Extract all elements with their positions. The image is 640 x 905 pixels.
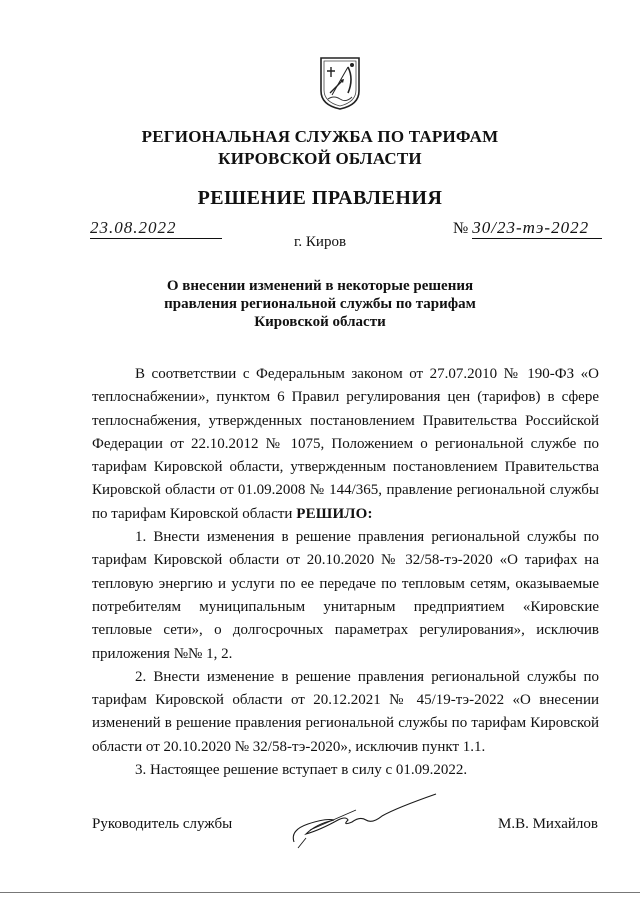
document-body [92, 363, 599, 782]
number-prefix: № [453, 220, 469, 237]
page-bottom-edge [0, 892, 640, 893]
decision-item-1: 1. Внести изменения в решение правления региональной службы по тарифам Кировской области от 20.10.2020 № 32/58-тэ-2020 «О тарифах на тепловую энергию и услуги по ее передаче по тепловым сетям, оказываемые потребителям муниципальным унитарным предприятием «Кировские тепловые сети», о долгосрочных параметрах регулирования», исключив приложения №№ 1, 2. [92, 529, 599, 662]
organization-name-line2: КИРОВСКОЙ ОБЛАСТИ [218, 149, 422, 168]
decision-item-2: 2. Внести изменение в решение правления региональной службы по тарифам Кировской области от 20.12.2021 № 45/19-тэ-2022 «О внесении изменений в решение правления региональной службы по тарифам Кировской области от 20.10.2020 № 32/58-тэ-2020», исключив пункт 1.1. [92, 668, 599, 755]
document-number-value: 30/23-тэ-2022 [472, 218, 602, 239]
document-type-title: РЕШЕНИЕ ПРАВЛЕНИЯ [197, 187, 443, 209]
city: г. Киров [293, 234, 347, 250]
document-date: 23.08.2022 [90, 218, 222, 239]
subject-line2: правления региональной службы по тарифам [164, 296, 476, 312]
document-subject [0, 277, 640, 331]
decided-keyword: РЕШИЛО: [296, 505, 373, 522]
signatory-role: Руководитель службы [92, 816, 233, 832]
subject-line1: О внесении изменений в некоторые решения [166, 278, 474, 294]
organization-name-line1: РЕГИОНАЛЬНАЯ СЛУЖБА ПО ТАРИФАМ [141, 127, 499, 146]
coat-of-arms-emblem [318, 55, 362, 111]
preamble-paragraph [92, 363, 599, 526]
handwritten-signature [286, 790, 441, 850]
subject-line3: Кировской области [254, 314, 386, 330]
signatory-name: М.В. Михайлов [497, 816, 598, 832]
decision-item-3: 3. Настоящее решение вступает в силу с 01.09.2022. [135, 762, 468, 779]
preamble-text: В соответствии с Федеральным законом от 27.07.2010 № 190-ФЗ «О теплоснабжении», пунктом 6 Правил регулирования цен (тарифов) в сфере теплоснабжения, утвержденных постановлением Правительства Российской Федерации от 22.10.2012 № 1075, Положением о региональной службе по тарифам Кировской области, утвержденным постановлением Правительства Кировской области от 01.09.2008 № 144/365, правление региональной службы по тарифам Кировской области [92, 366, 599, 522]
